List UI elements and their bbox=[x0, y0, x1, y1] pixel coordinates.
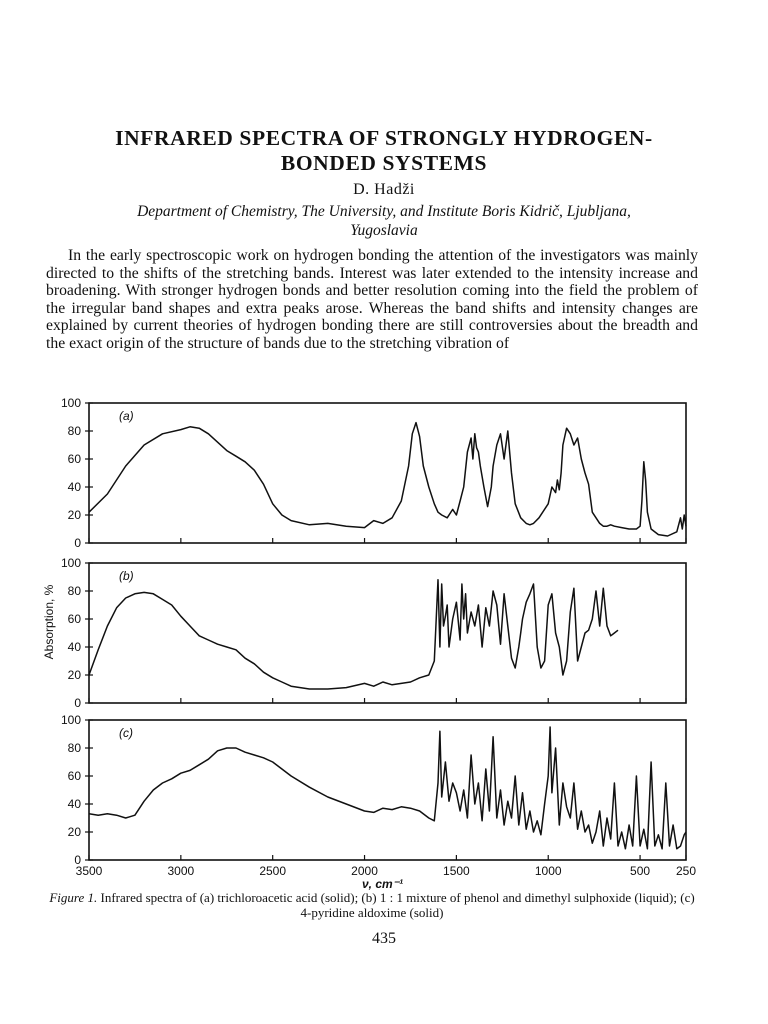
spectrum-line bbox=[89, 423, 686, 536]
y-tick-label: 20 bbox=[67, 508, 81, 522]
panel-label: (c) bbox=[119, 726, 133, 740]
y-tick-label: 80 bbox=[67, 741, 81, 755]
y-tick-label: 80 bbox=[67, 424, 81, 438]
y-axis-label: Absorption, % bbox=[42, 584, 56, 660]
affiliation-line-1: Department of Chemistry, The University, and Institute Boris Kidrič, Ljubljana, bbox=[137, 203, 631, 220]
author-affiliation bbox=[40, 202, 728, 240]
x-tick-label: 2000 bbox=[351, 864, 378, 878]
spectrum-line bbox=[89, 727, 686, 849]
body-paragraph: In the early spectroscopic work on hydrogen bonding the attention of the investigators was mainly directed to the shifts of the stretching bands. Interest was later extended to the intensity increase and broadening. With stronger hydrogen bonds and better resolution coming into the field the problem of the irregular band shapes and extra peaks arose. Whereas the band shifts and intensity changes are explained by current theories of hydrogen bonding there are still controversies about the breadth and the exact origin of the structure of bands due to the stretching vibration of bbox=[46, 247, 698, 352]
y-tick-label: 40 bbox=[67, 797, 81, 811]
y-tick-label: 20 bbox=[67, 668, 81, 682]
y-tick-label: 60 bbox=[67, 612, 81, 626]
panel-frame bbox=[89, 563, 686, 703]
y-tick-label: 100 bbox=[60, 713, 81, 727]
y-tick-label: 40 bbox=[67, 640, 81, 654]
x-tick-label: 2500 bbox=[259, 864, 287, 878]
x-axis-label: ν, cm⁻¹ bbox=[361, 877, 404, 890]
page-number: 435 bbox=[372, 930, 396, 947]
y-tick-label: 60 bbox=[67, 769, 81, 783]
infrared-spectra-figure bbox=[0, 390, 768, 890]
y-tick-label: 80 bbox=[67, 584, 81, 598]
y-tick-label: 0 bbox=[74, 853, 81, 867]
panel-frame bbox=[89, 720, 686, 860]
x-tick-label: 500 bbox=[630, 864, 651, 878]
x-tick-label: 1000 bbox=[534, 864, 562, 878]
y-tick-label: 100 bbox=[60, 396, 81, 410]
y-tick-label: 20 bbox=[67, 825, 81, 839]
y-tick-label: 100 bbox=[60, 556, 81, 570]
affiliation-line-2: Yugoslavia bbox=[350, 222, 418, 239]
y-tick-label: 0 bbox=[74, 536, 81, 550]
title-line-2: BONDED SYSTEMS bbox=[280, 151, 488, 175]
x-tick-label: 1500 bbox=[443, 864, 470, 878]
x-tick-label: 3500 bbox=[75, 864, 103, 878]
y-tick-label: 60 bbox=[67, 452, 81, 466]
caption-text: Infrared spectra of (a) trichloroacetic acid (solid); (b) 1 : 1 mixture of phenol and dimethyl sulphoxide (liquid); (c) 4-pyridine aldoxime (solid) bbox=[100, 890, 695, 920]
panel-label: (a) bbox=[119, 409, 134, 423]
y-tick-label: 0 bbox=[74, 696, 81, 710]
paper-title bbox=[0, 126, 768, 176]
x-tick-label: 250 bbox=[675, 864, 697, 878]
panel-label: (b) bbox=[119, 569, 134, 583]
figure-caption bbox=[46, 890, 698, 920]
x-tick-label: 3000 bbox=[167, 864, 195, 878]
author-name: D. Hadži bbox=[353, 181, 415, 198]
caption-label: Figure 1. bbox=[49, 890, 98, 905]
y-tick-label: 40 bbox=[67, 480, 81, 494]
spectrum-line bbox=[89, 580, 618, 689]
panel-frame bbox=[89, 403, 686, 543]
title-line-1: INFRARED SPECTRA OF STRONGLY HYDROGEN- bbox=[115, 126, 653, 150]
